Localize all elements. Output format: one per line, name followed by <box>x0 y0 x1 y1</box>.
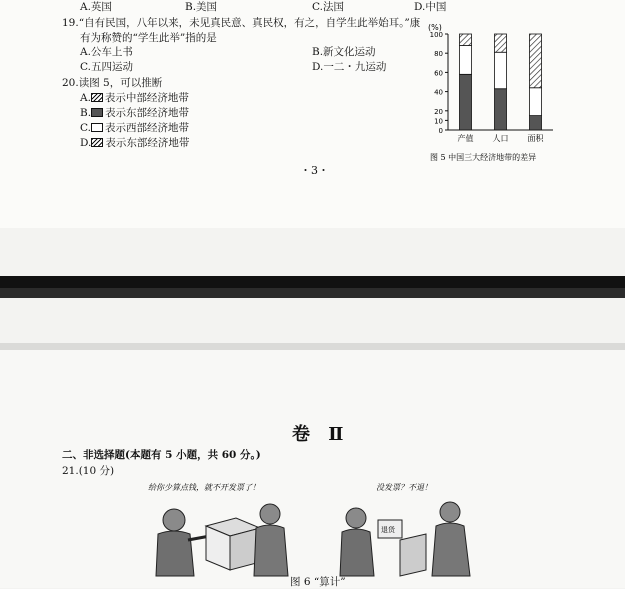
exam-page-top <box>0 0 625 228</box>
bar-segment-white <box>460 46 472 75</box>
section-title: 卷 Ⅱ <box>292 424 350 445</box>
q20-option-c-prefix: C. <box>80 122 91 134</box>
bar-segment-white <box>530 88 542 116</box>
y-tick-label: 10 <box>434 117 443 126</box>
return-box-label: 退货 <box>381 526 395 534</box>
q20-stem: 20.读图 5，可以推断 <box>62 77 163 89</box>
q20-option-c-text: 表示西部经济地带 <box>105 122 189 134</box>
q18-option-c: C.法国 <box>312 1 344 13</box>
q20-option-d <box>80 136 189 150</box>
q20-option-d-text: 表示东部经济地带 <box>105 137 190 149</box>
q19-stem-line2: 有为称赞的“学生此举”指的是 <box>80 32 217 44</box>
q20-option-b-text: 表示东部经济地带 <box>105 107 190 119</box>
figure-6-caption: 图 6 “算计” <box>290 576 346 588</box>
y-tick-label: 40 <box>434 88 443 97</box>
q19-option-b: B.新文化运动 <box>312 46 376 58</box>
y-tick-label: 20 <box>434 107 443 116</box>
q19-option-c: C.五四运动 <box>80 61 133 73</box>
bar-segment-hatch <box>530 34 542 88</box>
hatch-legend-swatch-2 <box>91 138 103 147</box>
chart-ylabel: (%) <box>428 23 442 32</box>
bar-segment-hatch <box>495 34 507 52</box>
q19-stem-line1: 19.“自有民国，八年以来，未见真民意、真民权，有之，自学生此举始耳。”康 <box>62 17 421 29</box>
q20-option-a-prefix: A. <box>80 92 91 104</box>
part-two-heading: 二、非选择题(本题有 5 小题，共 60 分。) <box>62 449 261 461</box>
bar-segment-dark <box>495 89 507 130</box>
bar-segment-white <box>495 52 507 88</box>
figure-5-stacked-bar-chart <box>420 20 570 170</box>
bar-segment-hatch <box>460 34 472 46</box>
bar-segment-dark <box>530 116 542 130</box>
page-number: ・3・ <box>300 164 329 177</box>
right-speech-bubble: 没发票？不退！ <box>376 483 432 492</box>
category-label: 面积 <box>527 134 544 143</box>
buyer-figure-2 <box>432 502 470 576</box>
category-label: 产值 <box>457 134 474 143</box>
y-tick-label: 80 <box>434 50 443 59</box>
q18-option-a: A.英国 <box>80 1 112 13</box>
q21-label: 21.(10 分) <box>62 465 115 477</box>
return-box <box>378 520 426 576</box>
seller-figure-2 <box>340 508 374 576</box>
y-tick-label: 60 <box>434 69 443 78</box>
chart-title: 图 5 中国三大经济地带的差异 <box>430 153 537 162</box>
q20-option-b <box>80 106 189 120</box>
q20-option-a-text: 表示中部经济地带 <box>104 92 189 104</box>
y-tick-label: 100 <box>429 31 443 39</box>
page-edge <box>0 343 625 350</box>
chart-bars <box>460 34 542 130</box>
cartoon-right-panel <box>338 478 488 584</box>
q20-option-b-prefix: B. <box>80 107 92 119</box>
q19-option-d: D.一二・九运动 <box>312 61 387 73</box>
q20-option-a <box>80 91 189 105</box>
dark-legend-swatch <box>91 108 103 117</box>
seller-figure <box>156 509 210 576</box>
q20-option-d-prefix: D. <box>80 137 92 149</box>
hatch-legend-swatch <box>91 93 103 102</box>
q19-option-a: A.公车上书 <box>80 46 133 58</box>
buyer-figure <box>254 504 288 576</box>
left-speech-bubble: 给你少算点钱，就不开发票了！ <box>148 483 260 492</box>
package-box <box>206 518 260 570</box>
category-label: 人口 <box>492 134 509 143</box>
y-tick-label: 0 <box>438 127 443 135</box>
q18-option-b: B.美国 <box>185 1 218 13</box>
q20-option-c <box>80 121 189 135</box>
cartoon-left-panel <box>138 478 298 584</box>
chart-labels <box>458 133 545 143</box>
bar-segment-dark <box>460 74 472 130</box>
white-legend-swatch <box>91 123 103 132</box>
scan-dark-band-lower <box>0 288 625 298</box>
q18-option-d: D.中国 <box>414 1 447 13</box>
